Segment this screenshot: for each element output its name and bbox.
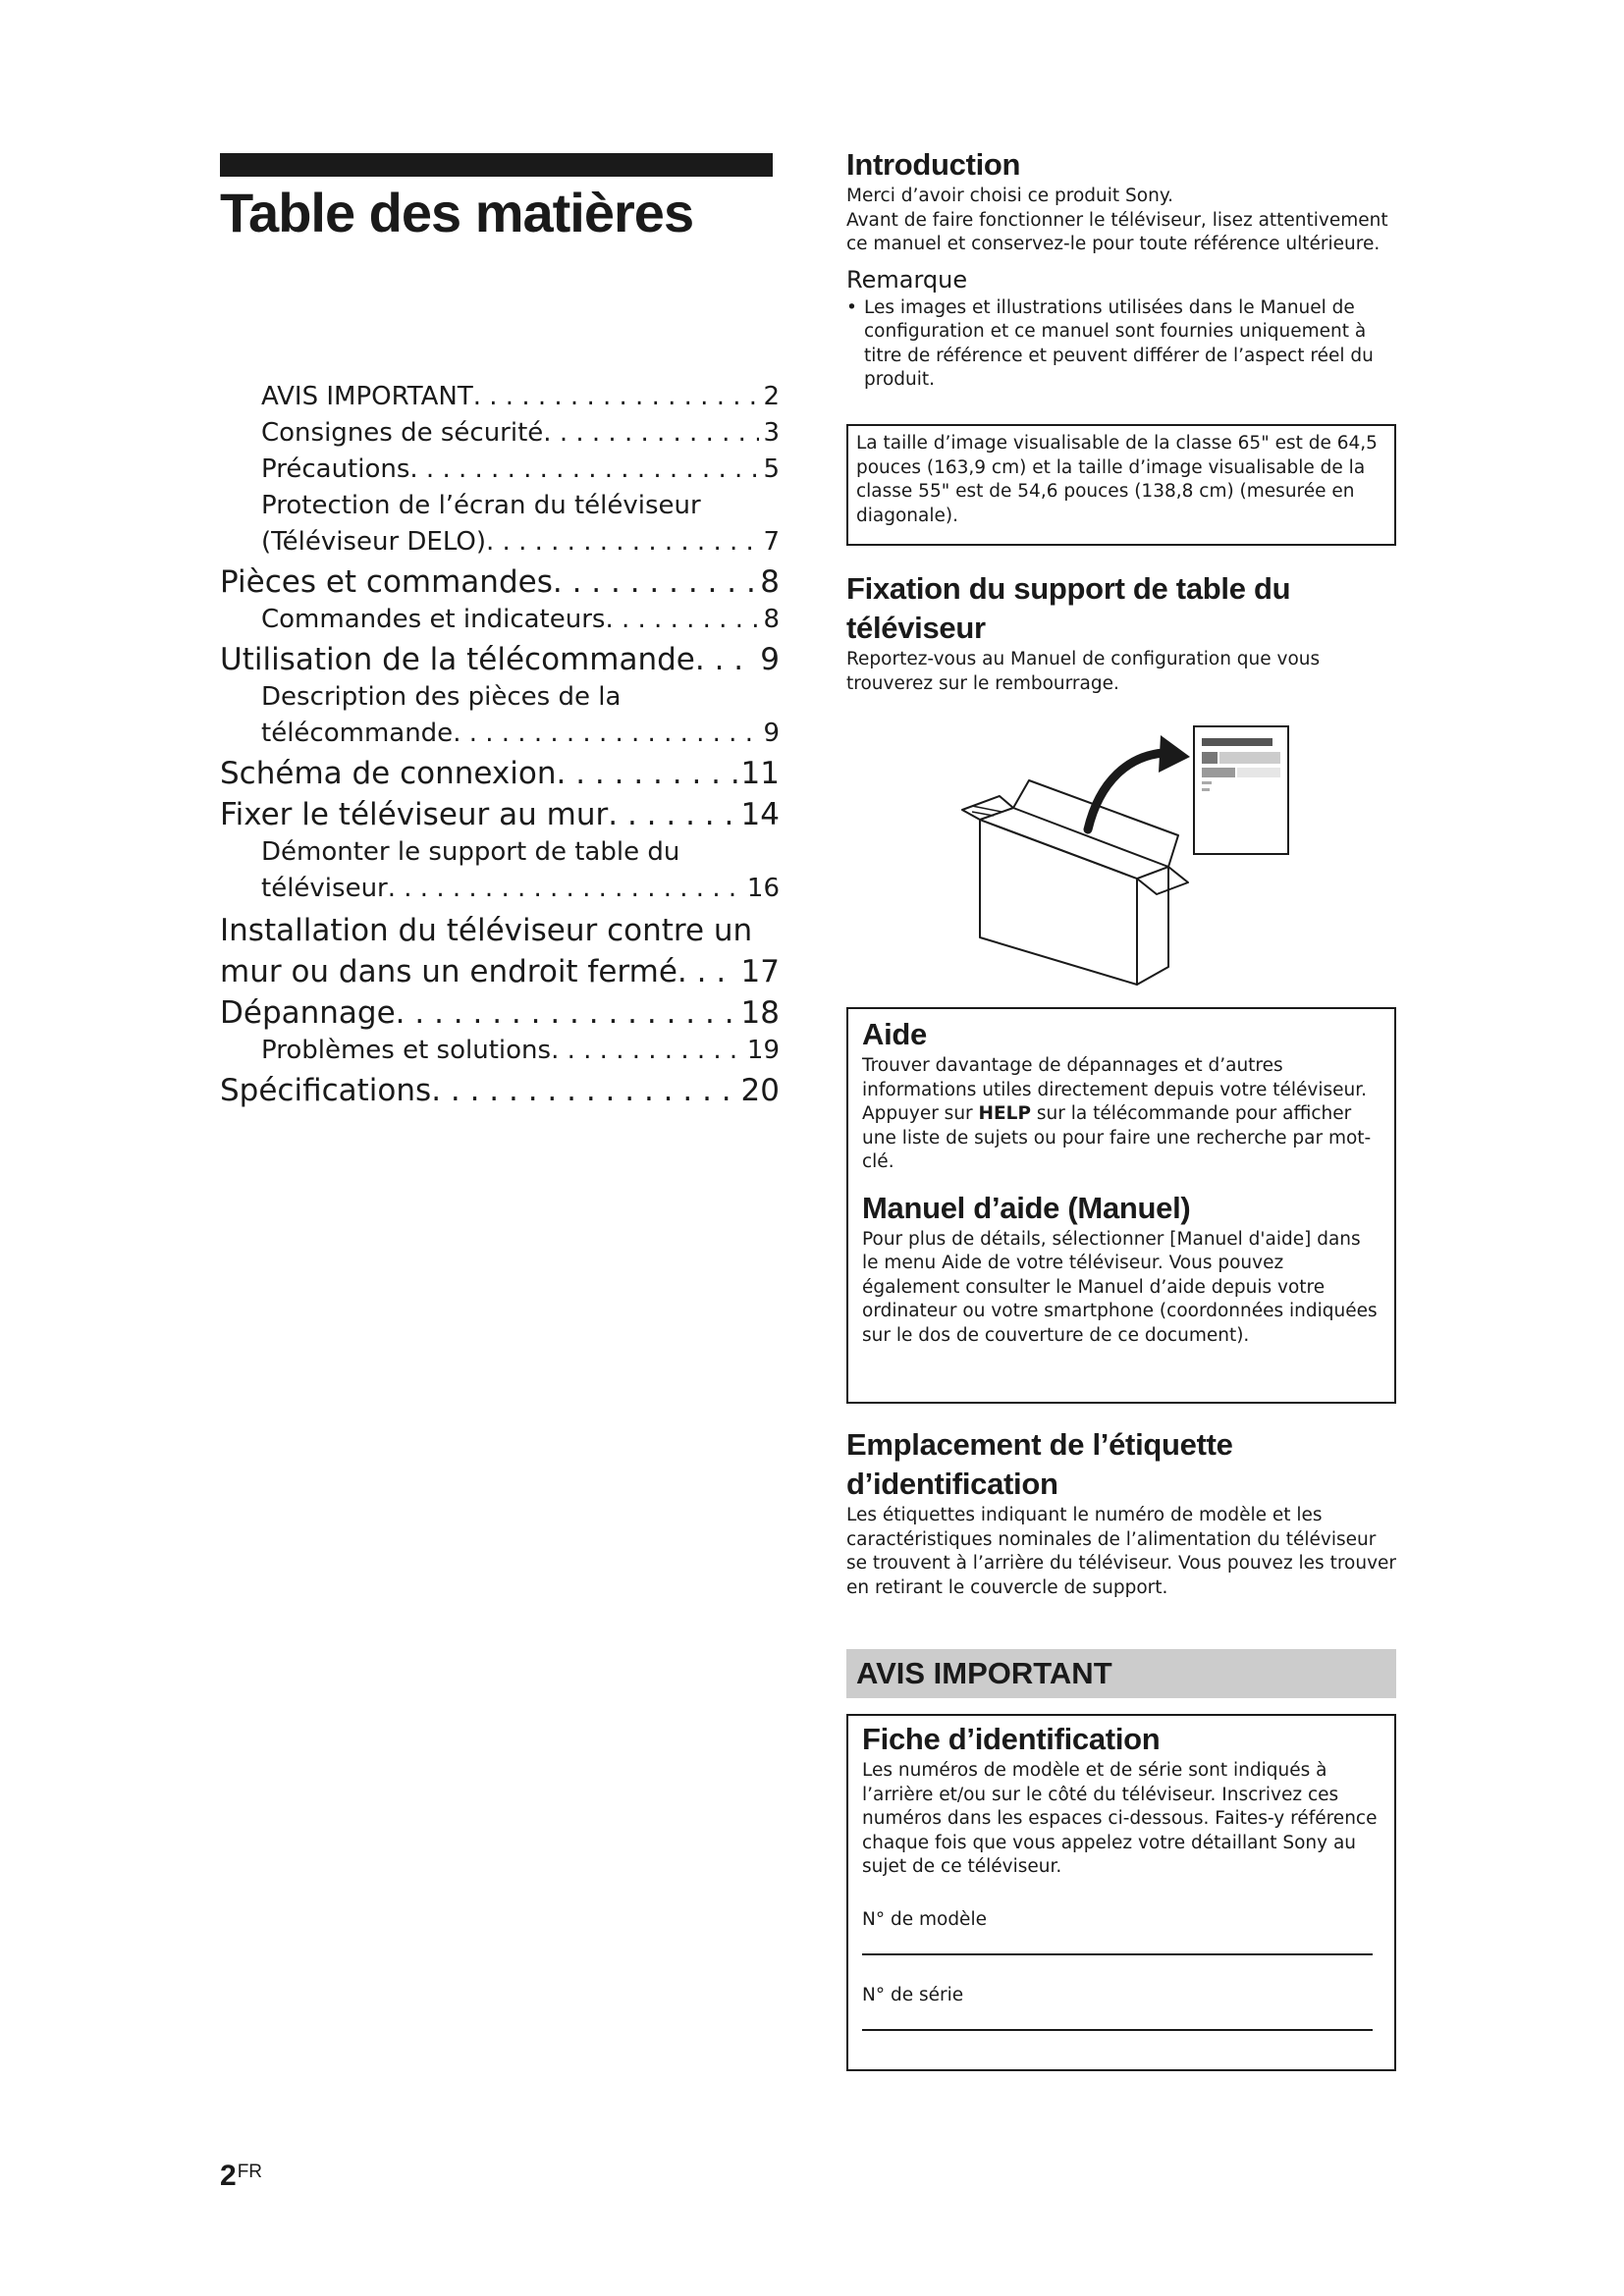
toc-leader [557, 754, 737, 793]
title-rule [220, 153, 773, 177]
page-number-value: 2 [220, 2160, 237, 2192]
toc-entry-page: 9 [763, 719, 780, 748]
toc-entry[interactable] [220, 602, 780, 638]
toc-entry-page: 17 [740, 954, 780, 989]
toc-entry-line2 [220, 524, 780, 561]
manual-sheet-icon [1194, 726, 1288, 854]
toc-leader [677, 952, 737, 991]
identification-heading: Fiche d’identification [862, 1722, 1161, 1756]
toc-entry-text: Schéma de connexion [220, 756, 557, 791]
page-language-suffix: FR [237, 2162, 263, 2182]
toc-leader [695, 640, 756, 679]
screen-size-note-text: La taille d’image visualisable de la classe 65" est de 64,5 pouces (163,9 cm) et la taille d’image visualisable de la classe 55" est de 54,6 pouces (138,8 cm) (mesurée en diagonale). [856, 433, 1378, 526]
remark-heading: Remarque [846, 265, 968, 294]
toc-entry[interactable] [220, 993, 780, 1033]
toc-entry-page: 14 [740, 797, 780, 832]
introduction-text-2: Avant de faire fonctionner le téléviseur, lisez attentivement ce manuel et conservez-le pour toute référence ultérieure. [846, 209, 1388, 254]
stand-fixation-text: Reportez-vous au Manuel de configuration que vous trouverez sur le rembourrage. [846, 649, 1321, 694]
help-button-name: HELP [978, 1103, 1032, 1124]
toc-entry-text: Fixer le téléviseur au mur [220, 797, 609, 832]
toc-entry-text: téléviseur [261, 874, 388, 903]
toc-entry-page: 9 [760, 642, 780, 677]
toc-entry-text: AVIS IMPORTANT [261, 382, 473, 411]
identification-text: Les numéros de modèle et de série sont indiqués à l’arrière et/ou sur le côté du téléviseur. Inscrivez ces numéros dans les espaces ci-dessous. Faites-y référence chaque fois que vous appelez votre détaillant Sony au sujet de ce téléviseur. [862, 1760, 1378, 1877]
page-number [220, 2160, 262, 2193]
toc-entry[interactable] [220, 679, 780, 752]
toc-entry-text-line1: Installation du téléviseur contre un [220, 913, 753, 948]
help-text-part-2: sur la télécommande pour afficher une liste de sujets ou pour faire une recherche par mot-clé. [862, 1103, 1372, 1172]
toc-entry[interactable] [220, 1071, 780, 1110]
help-manual-text: Pour plus de détails, sélectionner [Manuel d'aide] dans le menu Aide de votre téléviseur. Vous pouvez également consulter le Manuel d’aide depuis votre ordinateur ou votre smartphone (coordonnées indiquées sur le dos de couverture de ce document). [862, 1228, 1378, 1346]
toc-leader [396, 993, 737, 1033]
toc-entry[interactable] [220, 562, 780, 602]
toc-entry-text: (Téléviseur DELO) [261, 527, 487, 557]
toc-entry-page: 20 [740, 1073, 780, 1108]
toc-entry-text: Problèmes et solutions [261, 1036, 552, 1065]
label-location-heading: Emplacement de l’étiquette d’identification [846, 1427, 1233, 1501]
toc-leader [453, 716, 759, 752]
toc-entry-page: 19 [746, 1036, 780, 1065]
help-heading: Aide [862, 1017, 927, 1051]
toc-leader [473, 379, 760, 415]
toc-entry[interactable] [220, 911, 780, 991]
box-icon [962, 780, 1188, 985]
help-text-part-1: Trouver davantage de dépannages et d’autres informations utiles directement depuis votre téléviseur. Appuyer sur [862, 1055, 1367, 1124]
model-number-field[interactable] [862, 1953, 1373, 1955]
toc-entry-text: Pièces et commandes [220, 564, 553, 600]
toc-leader [608, 795, 736, 834]
toc-leader [605, 602, 759, 638]
help-text [862, 1054, 1382, 1175]
toc-entry-text: Utilisation de la télécommande [220, 642, 695, 677]
stand-fixation-heading: Fixation du support de table du téléviseur [846, 571, 1291, 645]
toc-entry-text: Commandes et indicateurs [261, 605, 606, 634]
label-location-section [846, 1425, 1396, 1600]
help-info-box [846, 1007, 1396, 1404]
label-location-text: Les étiquettes indiquant le numéro de modèle et les caractéristiques nominales de l’alimentation du téléviseur se trouvent à l’arrière du téléviseur. Vous pouvez les trouver en retirant le couvercle de support. [846, 1505, 1397, 1598]
toc-entry-text: télécommande [261, 719, 454, 748]
arrow-icon [1088, 735, 1190, 829]
toc-entry-page: 11 [740, 756, 780, 791]
stand-fixation-section [846, 569, 1396, 696]
serial-number-label: N° de série [862, 1984, 964, 2005]
introduction-heading: Introduction [846, 147, 1021, 182]
toc-entry[interactable] [220, 795, 780, 834]
toc-entry-page: 5 [763, 454, 780, 484]
toc-entry-text: Consignes de sécurité [261, 418, 544, 448]
toc-entry[interactable] [220, 488, 780, 561]
toc-leader [486, 524, 759, 561]
toc-entry-page: 16 [746, 874, 780, 903]
toc-title: Table des matières [220, 182, 694, 243]
toc-entry-text-line1: Protection de l’écran du téléviseur [261, 491, 701, 520]
toc-leader [543, 415, 759, 452]
toc-entry-text: mur ou dans un endroit fermé [220, 954, 677, 989]
toc-entry[interactable] [220, 640, 780, 679]
help-manual-heading: Manuel d’aide (Manuel) [862, 1190, 1191, 1225]
serial-number-field[interactable] [862, 2029, 1373, 2031]
identification-record-box [846, 1714, 1396, 2071]
toc-entry-page: 2 [763, 382, 780, 411]
toc-entry[interactable] [220, 379, 780, 415]
toc-entry-page: 8 [760, 564, 780, 600]
toc-entry[interactable] [220, 452, 780, 488]
toc-leader [388, 871, 743, 907]
toc-entry-line2 [220, 716, 780, 752]
table-of-contents [220, 379, 780, 1110]
toc-leader [551, 1033, 743, 1069]
toc-entry-text: Spécifications [220, 1073, 432, 1108]
toc-entry[interactable] [220, 834, 780, 907]
toc-leader [409, 452, 759, 488]
toc-entry-text-line1: Démonter le support de table du [261, 837, 680, 867]
packaging-manual-illustration [943, 721, 1296, 987]
introduction-section [846, 145, 1396, 393]
toc-entry-page: 7 [763, 527, 780, 557]
screen-size-note [846, 424, 1396, 546]
toc-leader [553, 562, 756, 602]
toc-leader [431, 1071, 736, 1110]
toc-entry-line2 [220, 952, 780, 991]
toc-entry-page: 8 [763, 605, 780, 634]
toc-entry-text: Précautions [261, 454, 410, 484]
toc-entry-line2 [220, 871, 780, 907]
toc-entry-page: 18 [740, 995, 780, 1031]
toc-entry-page: 3 [763, 418, 780, 448]
important-notice-bar: AVIS IMPORTANT [846, 1649, 1396, 1698]
toc-entry-text-line1: Description des pièces de la [261, 682, 622, 712]
introduction-text-1: Merci d’avoir choisi ce produit Sony. [846, 186, 1174, 206]
toc-entry-text: Dépannage [220, 995, 396, 1031]
remark-bullet: • Les images et illustrations utilisées dans le Manuel de configuration et ce manuel sont fournies uniquement à titre de référence et peuvent différer de l’aspect réel du produit. [846, 296, 1396, 393]
model-number-label: N° de modèle [862, 1908, 987, 1930]
toc-entry[interactable] [220, 754, 780, 793]
toc-entry[interactable] [220, 1033, 780, 1069]
toc-entry[interactable] [220, 415, 780, 452]
